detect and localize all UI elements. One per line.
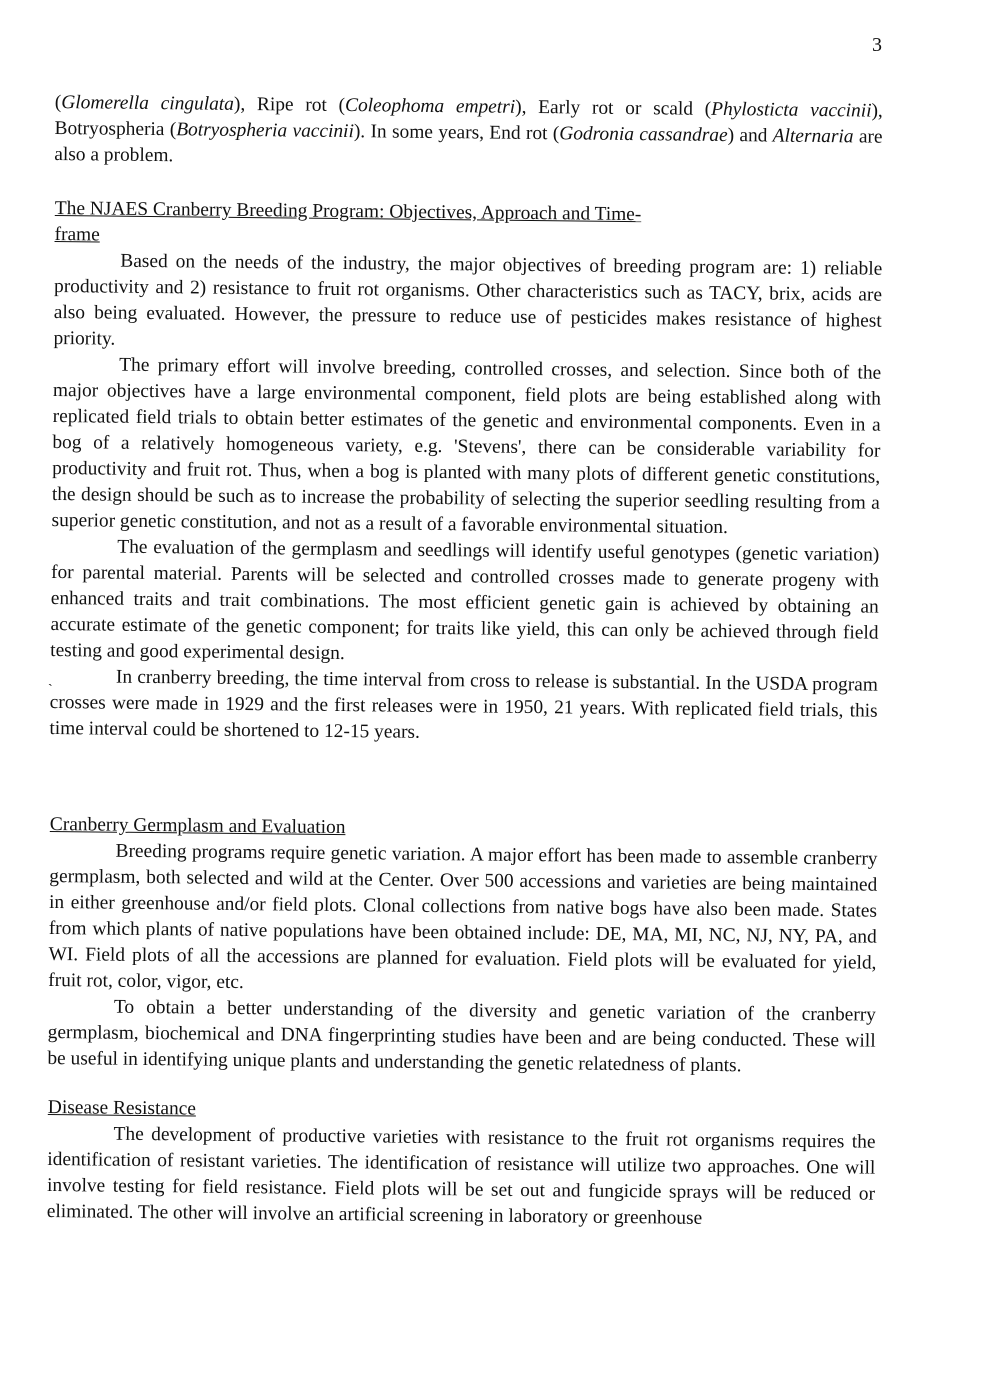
paragraph: To obtain a better understanding of the diversity and genetic variation of the cranberry germplasm, biochemical and DNA fingerprinting studies have been and are being conducted. These will be useful in identifying unique plants and understanding the genetic relatedness of plants. — [47, 996, 877, 1077]
page-number: 3 — [872, 34, 882, 56]
section-germplasm — [47, 812, 878, 1081]
paragraph: Based on the needs of the industry, the major objectives of breeding program are: 1) reliable productivity and 2) resistance to fruit rot organisms. Other characteristics such as TACY, brix, acids are also being evaluated. However, the pressure to reduce use of pesticides makes resistance of highest priority. — [53, 250, 883, 350]
paragraph: The primary effort will involve breeding, controlled crosses, and selection. Since both of the major objectives have a large environmental component, field plots are being established along with replicated field trials to obtain better estimates of the genetic and environmental components. Even in a bog of a relatively homogeneous variety, e.g. 'Stevens', there can be considerable variability for productivity and fruit rot. Thus, when a bog is planted with many plots of different genetic constitutions, the design should be such as to increase the probability of selecting the superior seedling resulting from a superior genetic constitution, and not as a result of a favorable environmental situation. — [51, 354, 882, 539]
intro-paragraph: (Glomerella cingulata), Ripe rot (Coleophoma empetri), Early rot or scald (Phylosticta vaccinii), Botryospheria (Botryospheria vaccinii). In some years, End rot (Godronia cassandrae) and Alternaria are also a problem. — [54, 91, 883, 167]
paragraph: The evaluation of the germplasm and seedlings will identify useful genotypes (genetic variation) for parental material. Parents will be selected and controlled crosses made to generate progeny with enhanced traits and trait combinations. The most efficient genetic gain is achieved by obtaining an accurate estimate of the genetic component; for traits like yield, this can only be achieved through field testing and good experimental design. — [50, 536, 880, 665]
intro-block — [54, 90, 883, 177]
section-disease-resistance — [47, 1095, 876, 1234]
paragraph: The development of productive varieties with resistance to the fruit rot organisms requires the identification of resistant varieties. The identification of resistance will utilize two approaches. One will involve testing for field resistance. Field plots will be set out and fungicide sprays will be reduced or eliminated. The other will involve an artificial screening in laboratory or greenhouse — [46, 1123, 876, 1229]
section-heading: Cranberry Germplasm and Evaluation — [49, 813, 346, 839]
paragraph: Breeding programs require genetic variation. A major effort has been made to assemble cranberry germplasm, both selected and wild at the Center. Over 500 accessions and varieties are being maintained in either greenhouse and/or field plots. Clonal collections from native bogs have also been made. States from which plants of native populations have been obtained include: DE, MA, MI, NC, NJ, NY, PA, and WI. Field plots of all the accessions are planned for evaluation. Field plots will be evaluated for yield, fruit rot, color, vigor, etc. — [48, 840, 878, 994]
section-heading: The NJAES Cranberry Breeding Program: Objectives, Approach and Time-frame — [54, 197, 642, 246]
section-breeding-program — [49, 196, 883, 751]
section-heading: Disease Resistance — [47, 1096, 197, 1120]
paragraph: In cranberry breeding, the time interval from cross to release is substantial. In the USDA program crosses were made in 1929 and the first releases were in 1950, 21 years. With replicated field trials, this time interval could be shortened to 12-15 years. — [49, 666, 879, 743]
stray-mark: ˎ — [48, 672, 53, 687]
